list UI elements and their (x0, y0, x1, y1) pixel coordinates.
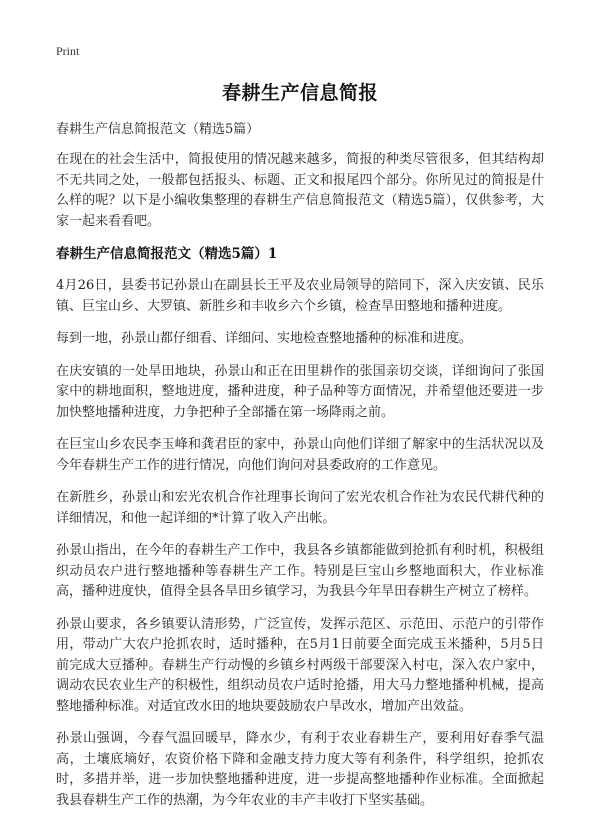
body-paragraph-6: 孙景山指出，在今年的春耕生产工作中，我县各乡镇都能做到抢抓有利时机，积极组织动员农户进行整地播种等春耕生产工作。特别是巨宝山乡整地面积大，作业标准高，播种进度快，值得全县各旱田乡镇学习，为我县今年旱田春耕生产树立了榜样。 (56, 543, 544, 599)
page-title: 春耕生产信息简报 (221, 82, 378, 104)
document-body (56, 120, 544, 823)
print-link[interactable]: Print (56, 44, 80, 58)
body-paragraph-3: 在庆安镇的一处旱田地块，孙景山和正在田里耕作的张国亲切交谈，详细询问了张国家中的耕地面积，整地进度，播种进度，种子品种等方面情况，并希望他还要进一步加快整地播种进度，力争把种子全部播在第一场降雨之前。 (56, 363, 544, 420)
intro-paragraph: 在现在的社会生活中，简报使用的情况越来越多，简报的种类尽管很多，但其结构却不无共同之处，一般都包括报头、标题、正文和报尾四个部分。你所见过的简报是什么样的呢？以下是小编收集整理的春耕生产信息简报范文（精选5篇），仅供参考，大家一起来看看吧。 (56, 152, 544, 229)
body-paragraph-7: 孙景山要求，各乡镇要认清形势，广泛宣传，发挥示范区、示范田、示范户的引带作用，带动广大农户抢抓农时，适时播种，在5月1日前要全面完成玉米播种，5月5日前完成大豆播种。春耕生产行动慢的乡镇乡村两级干部要深入村屯，深入农户家中，调动农民农业生产的积极性，组织动员农户适时抢播，用大马力整地播种机械，提高整地播种标准。对适宜改水田的地块要鼓励农户旱改水，增加产出效益。 (56, 616, 544, 714)
body-paragraph-8: 孙景山强调，今春气温回暖早，降水少，有利于农业春耕生产，要利用好春季气温高，土壤底墒好，农资价格下降和金融支持力度大等有利条件，科学组织，抢抓农时，多措并举，进一步加快整地播种进度，进一步提高整地播种作业标准。全面掀起我县春耕生产工作的热潮，为今年农业的丰产丰收打下坚实基础。 (56, 731, 544, 808)
document-subtitle: 春耕生产信息简报范文（精选5篇） (56, 122, 260, 137)
body-paragraph-4: 在巨宝山乡农民李玉峰和龚君臣的家中，孙景山向他们详细了解家中的生活状况以及今年春耕生产工作的进行情况，向他们询问对县委政府的工作意见。 (56, 437, 544, 473)
body-paragraph-5: 在新胜乡，孙景山和宏光农机合作社理事长询问了宏光农机合作社为农民代耕代种的详细情况，和他一起详细的*计算了收入产出帐。 (56, 490, 544, 526)
section-heading: 春耕生产信息简报范文（精选5篇）1 (56, 246, 278, 262)
body-paragraph-1: 4月26日，县委书记孙景山在副县长王平及农业局领导的陪同下，深入庆安镇、民乐镇、巨宝山乡、大罗镇、新胜乡和丰收乡六个乡镇，检查旱田整地和播种进度。 (56, 278, 544, 314)
body-paragraph-2: 每到一地，孙景山都仔细看、详细问、实地检查整地播种的标准和进度。 (56, 331, 473, 346)
